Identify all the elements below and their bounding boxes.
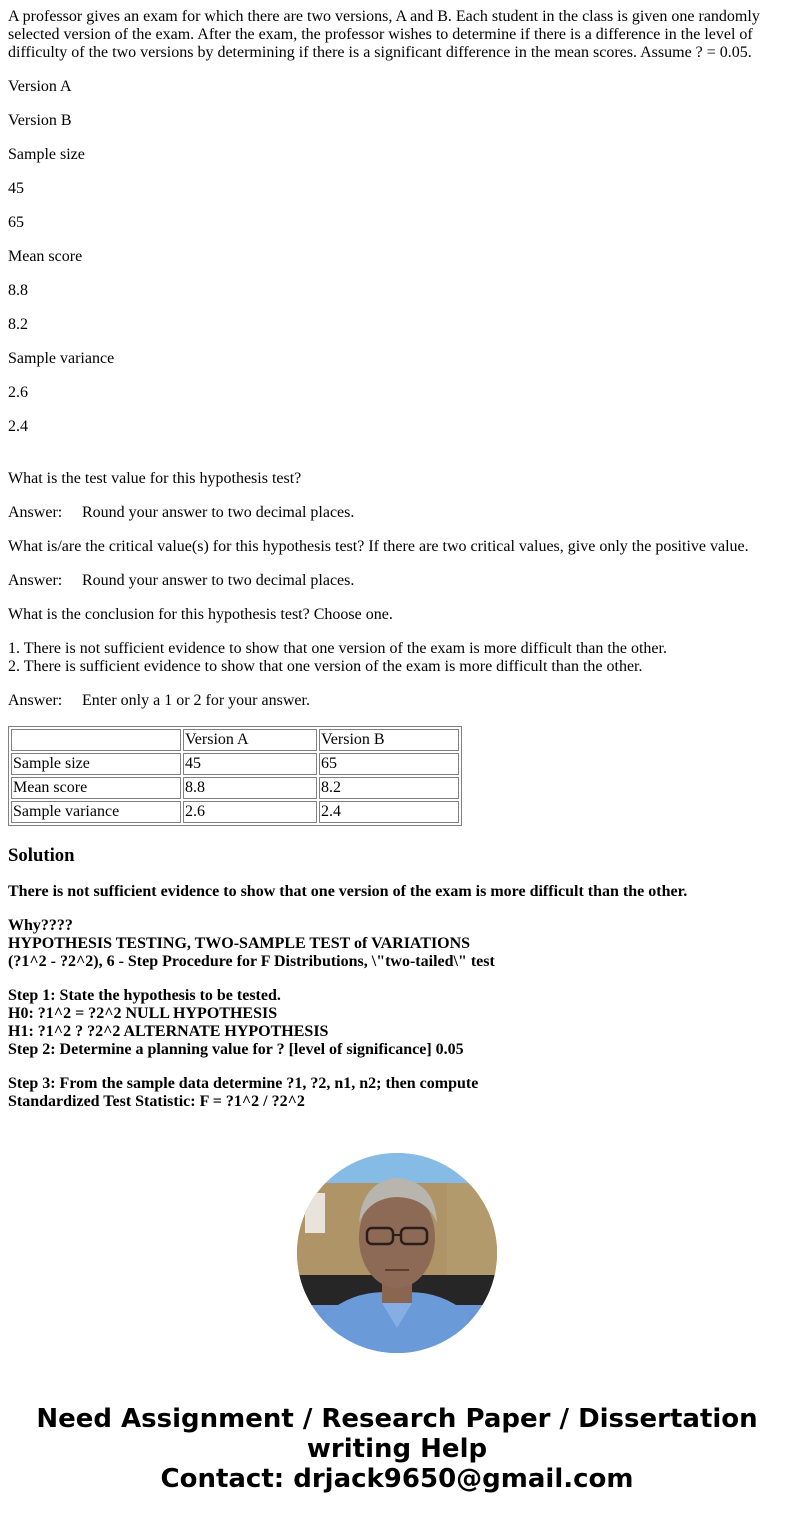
table-cell: 8.8 (183, 777, 317, 799)
answer-row-2 (8, 572, 786, 590)
table-header-row (11, 729, 459, 751)
solution-line: H0: ?1^2 = ?2^2 NULL HYPOTHESIS (8, 1005, 278, 1022)
solution-block-3 (8, 1075, 786, 1111)
flat-line-45: 45 (8, 180, 24, 197)
promo-banner (0, 1404, 794, 1494)
question-critical-value: What is/are the critical value(s) for this hypothesis test? If there are two critical values, give only the positive value. (8, 538, 749, 555)
option-1: 1. There is not sufficient evidence to show that one version of the exam is more difficult than the other. (8, 640, 667, 657)
question-test-value: What is the test value for this hypothesis test? (8, 470, 302, 487)
data-table (8, 726, 462, 826)
table-cell: 65 (319, 753, 459, 775)
table-cell: 2.4 (319, 801, 459, 823)
table-cell: Sample variance (11, 801, 181, 823)
document-body (8, 8, 786, 1111)
choice-hint: Enter only a 1 or 2 for your answer. (82, 692, 310, 709)
round-hint: Round your answer to two decimal places. (82, 572, 355, 589)
answer-label: Answer: (8, 504, 63, 521)
flat-line-8-2: 8.2 (8, 316, 28, 333)
solution-line: HYPOTHESIS TESTING, TWO-SAMPLE TEST of VARIATIONS (8, 935, 471, 952)
table-row (11, 801, 459, 823)
flat-line-2-6: 2.6 (8, 384, 28, 401)
flat-line-2-4: 2.4 (8, 418, 28, 435)
solution-line: Step 3: From the sample data determine ?1, ?2, n1, n2; then compute (8, 1075, 479, 1092)
solution-block-1 (8, 917, 786, 971)
table-row (11, 777, 459, 799)
flat-line-65: 65 (8, 214, 24, 231)
table-header-cell (11, 729, 181, 751)
table-cell: 2.6 (183, 801, 317, 823)
solution-line: Step 2: Determine a planning value for ? [level of significance] 0.05 (8, 1041, 464, 1058)
answer-label: Answer: (8, 692, 63, 709)
solution-line: Standardized Test Statistic: F = ?1^2 / ?2^2 (8, 1093, 305, 1110)
flat-line-sample-variance: Sample variance (8, 350, 115, 367)
solution-line: Why???? (8, 917, 73, 934)
conclusion-options (8, 640, 786, 676)
solution-line: H1: ?1^2 ? ?2^2 ALTERNATE HYPOTHESIS (8, 1023, 329, 1040)
solution-conclusion: There is not sufficient evidence to show that one version of the exam is more difficult than the other. (8, 883, 688, 900)
promo-line-1: Need Assignment / Research Paper / Dissertation (36, 1404, 758, 1434)
solution-block-2 (8, 987, 786, 1059)
solution-line: Step 1: State the hypothesis to be tested. (8, 987, 281, 1004)
table-cell: 8.2 (319, 777, 459, 799)
promo-contact: Contact: drjack9650@gmail.com (160, 1464, 634, 1494)
option-2: 2. There is sufficient evidence to show that one version of the exam is more difficult than the other. (8, 658, 643, 675)
table-cell: Sample size (11, 753, 181, 775)
table-header-cell: Version A (183, 729, 317, 751)
flat-line-version-b: Version B (8, 112, 72, 129)
solution-title: Solution (8, 845, 75, 866)
author-photo (297, 1153, 497, 1353)
spacer (8, 436, 786, 454)
flat-line-sample-size: Sample size (8, 146, 85, 163)
table-header-cell: Version B (319, 729, 459, 751)
solution-line: (?1^2 - ?2^2), 6 - Step Procedure for F Distributions, \"two-tailed\" test (8, 953, 495, 970)
promo-line-2: writing Help (306, 1434, 488, 1464)
question-intro: A professor gives an exam for which there are two versions, A and B. Each student in the class is given one randomly selected version of the exam. After the exam, the professor wishes to determine if there is a difference in the level of difficulty of the two versions by determining if there is a significant difference in the mean scores. Assume ? = 0.05. (8, 8, 760, 61)
answer-row-3 (8, 692, 786, 710)
person-portrait-icon (297, 1153, 497, 1353)
flat-line-8-8: 8.8 (8, 282, 28, 299)
question-conclusion: What is the conclusion for this hypothesis test? Choose one. (8, 606, 393, 623)
table-row (11, 753, 459, 775)
flat-line-mean-score: Mean score (8, 248, 83, 265)
answer-row-1 (8, 504, 786, 522)
flat-line-version-a: Version A (8, 78, 72, 95)
table-cell: Mean score (11, 777, 181, 799)
round-hint: Round your answer to two decimal places. (82, 504, 355, 521)
table-cell: 45 (183, 753, 317, 775)
answer-label: Answer: (8, 572, 63, 589)
